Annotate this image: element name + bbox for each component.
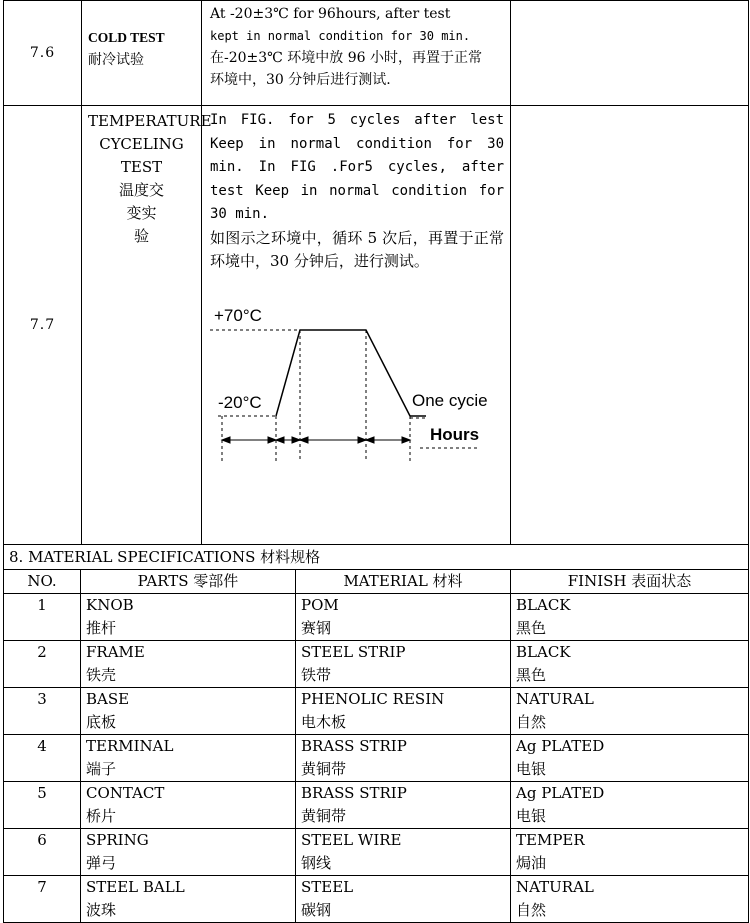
part-cell — [81, 594, 296, 641]
test-name-line: 验 — [133, 227, 149, 245]
part-en: TERMINAL — [86, 737, 174, 755]
column-header: FINISH 表面状态 — [511, 570, 749, 594]
finish-cn: 自然 — [516, 901, 547, 919]
part-cell — [81, 688, 296, 735]
part-cn: 推杆 — [86, 619, 117, 637]
part-cn: 端子 — [86, 760, 117, 778]
part-cn: 弹弓 — [86, 854, 117, 872]
test-name-line: TEMPERATURE — [88, 112, 212, 130]
material-cn: 铁带 — [301, 666, 332, 684]
condition-paragraph-en: In FIG. for 5 cycles after lest Keep in normal condition for 30 min. In FIG .For5 cycles, after test Keep in normal condition for 30 min. — [210, 112, 504, 222]
row-number: 3 — [4, 688, 81, 735]
finish-cn: 自然 — [516, 713, 547, 731]
finish-cell — [511, 641, 749, 688]
finish-en: Ag PLATED — [516, 784, 605, 802]
condition-line: 在-20±3℃ 环境中放 96 小时，再置于正常 — [210, 50, 483, 66]
test-table — [3, 0, 749, 545]
test-name-line: CYCELING — [99, 135, 184, 153]
finish-en: BLACK — [516, 643, 571, 661]
column-header: PARTS 零部件 — [81, 570, 296, 594]
material-en: POM — [301, 596, 339, 614]
table-row — [4, 641, 749, 688]
part-cn: 桥片 — [86, 807, 117, 825]
part-en: FRAME — [86, 643, 145, 661]
material-en: STEEL STRIP — [301, 643, 406, 661]
finish-en: BLACK — [516, 596, 571, 614]
finish-en: TEMPER — [516, 831, 585, 849]
material-en: STEEL — [301, 878, 354, 896]
test-number: 7.6 — [4, 1, 82, 106]
finish-cell — [511, 594, 749, 641]
finish-cell — [511, 688, 749, 735]
test-name — [82, 106, 212, 545]
row-number: 5 — [4, 782, 81, 829]
test-number: 7.7 — [4, 106, 82, 545]
part-cell — [81, 641, 296, 688]
material-cell — [296, 594, 511, 641]
condition-line: 环境中，30 分钟后进行测试. — [210, 72, 391, 88]
test-remark — [511, 106, 749, 545]
material-spec-table — [3, 544, 749, 923]
finish-en: NATURAL — [516, 878, 594, 896]
table-header-row — [4, 570, 749, 594]
column-header: MATERIAL 材料 — [296, 570, 511, 594]
column-header: NO. — [4, 570, 81, 594]
material-cell — [296, 782, 511, 829]
part-en: CONTACT — [86, 784, 165, 802]
test-name-cn: 耐冷试验 — [88, 52, 144, 68]
material-cn: 黄铜带 — [301, 760, 347, 778]
material-cn: 碳钢 — [301, 901, 332, 919]
row-number: 6 — [4, 829, 81, 876]
part-en: SPRING — [86, 831, 149, 849]
condition-line: At -20±3℃ for 96hours, after test — [210, 6, 451, 22]
material-en: STEEL WIRE — [301, 831, 402, 849]
material-cell — [296, 735, 511, 782]
material-cn: 赛钢 — [301, 619, 332, 637]
part-cell — [81, 876, 296, 923]
finish-cn: 焗油 — [516, 854, 547, 872]
material-cell — [296, 829, 511, 876]
row-number: 1 — [4, 594, 81, 641]
material-cn: 黄铜带 — [301, 807, 347, 825]
temperature-cycle-diagram — [210, 290, 506, 465]
cycle-label: One cycie — [412, 390, 488, 410]
hours-label: Hours — [430, 424, 480, 444]
finish-cn: 电银 — [516, 807, 547, 825]
finish-cn: 黑色 — [516, 666, 547, 684]
finish-en: NATURAL — [516, 690, 594, 708]
part-cn: 铁壳 — [86, 666, 117, 684]
condition-line: kept in normal condition for 30 min. — [210, 29, 471, 43]
test-row-cold — [4, 1, 749, 106]
finish-cell — [511, 782, 749, 829]
part-cn: 波珠 — [86, 901, 117, 919]
part-en: KNOB — [86, 596, 134, 614]
material-en: BRASS STRIP — [301, 737, 407, 755]
section-title-row — [4, 545, 749, 570]
test-condition — [202, 1, 511, 106]
row-number: 7 — [4, 876, 81, 923]
material-cell — [296, 641, 511, 688]
part-en: STEEL BALL — [86, 878, 185, 896]
finish-en: Ag PLATED — [516, 737, 605, 755]
table-row — [4, 735, 749, 782]
table-row — [4, 782, 749, 829]
material-cn: 电木板 — [301, 713, 347, 731]
part-en: BASE — [86, 690, 130, 708]
part-cell — [81, 735, 296, 782]
material-cn: 钢线 — [301, 854, 332, 872]
test-name-line: 温度交 — [118, 181, 164, 199]
material-en: PHENOLIC RESIN — [301, 690, 445, 708]
high-temp-label: +70°C — [214, 305, 262, 325]
part-cell — [81, 829, 296, 876]
test-row-temperature-cycling — [4, 106, 749, 545]
test-name-en: COLD TEST — [88, 30, 165, 45]
condition-paragraph-cn: 如图示之环境中，循环 5 次后，再置于正常环境中，30 分钟后，进行测试。 — [210, 228, 504, 270]
test-name-line: 变实 — [126, 204, 157, 222]
table-row — [4, 688, 749, 735]
test-name-line: TEST — [120, 158, 163, 176]
material-en: BRASS STRIP — [301, 784, 407, 802]
finish-cn: 电银 — [516, 760, 547, 778]
low-temp-label: -20°C — [218, 392, 262, 412]
table-row — [4, 594, 749, 641]
material-cell — [296, 876, 511, 923]
part-cell — [81, 782, 296, 829]
material-cell — [296, 688, 511, 735]
row-number: 4 — [4, 735, 81, 782]
part-cn: 底板 — [86, 713, 117, 731]
finish-cn: 黑色 — [516, 619, 547, 637]
finish-cell — [511, 876, 749, 923]
finish-cell — [511, 735, 749, 782]
section-title: 8. MATERIAL SPECIFICATIONS 材料规格 — [4, 545, 749, 570]
temperature-cycle-figure — [210, 290, 504, 473]
test-remark — [511, 1, 749, 106]
test-name — [82, 1, 202, 106]
table-row — [4, 876, 749, 923]
table-row — [4, 829, 749, 876]
test-condition — [202, 106, 511, 545]
row-number: 2 — [4, 641, 81, 688]
finish-cell — [511, 829, 749, 876]
